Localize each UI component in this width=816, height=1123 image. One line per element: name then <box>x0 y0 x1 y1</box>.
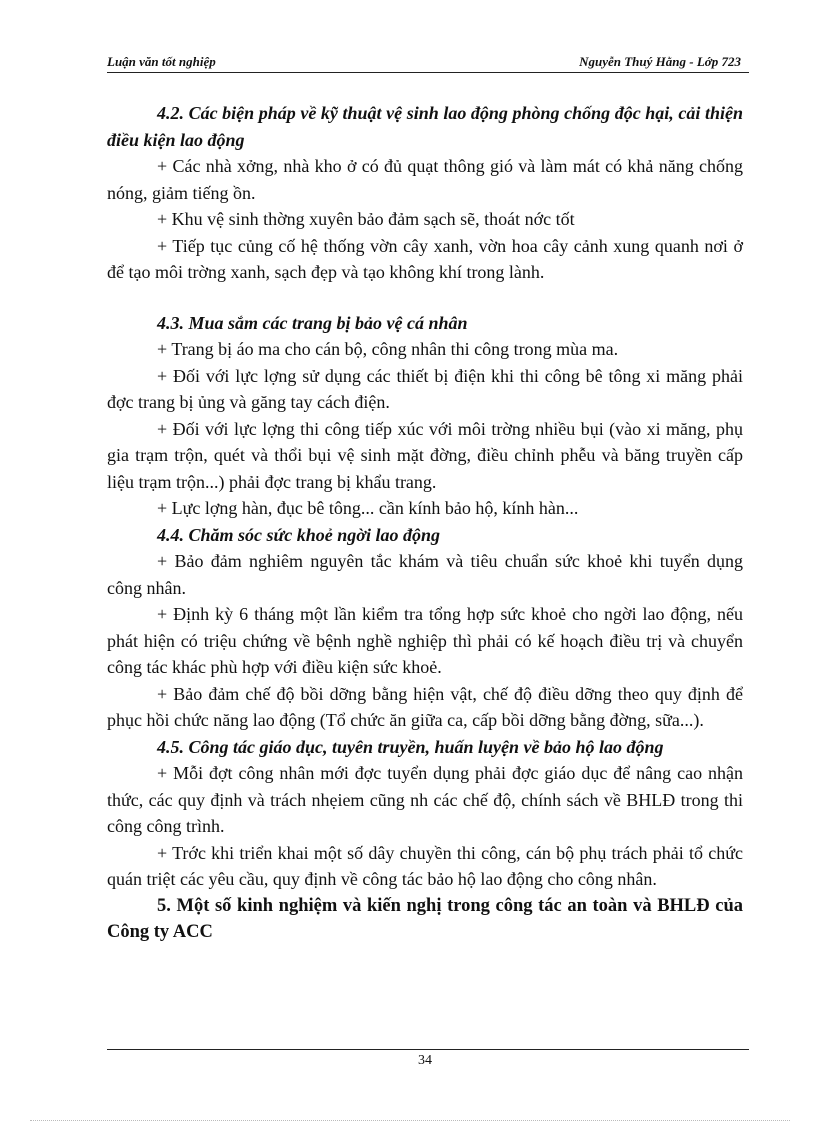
paragraph: + Đối với lực lợng thi công tiếp xúc với môi trờng nhiều bụi (vào xi măng, phụ gia trạm trộn, quét và thổi bụi vệ sinh mặt đờng, điều chỉnh phễu và băng truyền cấp liệu trạm trộn...) phải đợc trang bị khẩu trang. <box>107 418 743 492</box>
header-author-label: Nguyễn Thuý Hằng - Lớp 723 <box>579 54 741 69</box>
header-thesis-label: Luận văn tốt nghiệp <box>107 54 216 69</box>
section-heading-4-2: 4.2. Các biện pháp về kỹ thuật vệ sinh lao động phòng chống độc hại, cải thiện điều kiện lao động <box>107 103 743 150</box>
footer-divider <box>107 1049 749 1050</box>
paragraph: + Trớc khi triển khai một số dây chuyền thi công, cán bộ phụ trách phải tổ chức quán triệt các yêu cầu, quy định về công tác bảo hộ lao động cho công nhân. <box>107 842 743 889</box>
paragraph: + Lực lợng hàn, đục bê tông... cần kính bảo hộ, kính hàn... <box>157 498 579 518</box>
paragraph: + Khu vệ sinh thờng xuyên bảo đảm sạch sẽ, thoát nớc tốt <box>157 209 575 229</box>
page-boundary <box>30 1120 790 1121</box>
section-heading-4-4: 4.4. Chăm sóc sức khoẻ ngời lao động <box>157 524 440 545</box>
paragraph: + Bảo đảm nghiêm nguyên tắc khám và tiêu chuẩn sức khoẻ khi tuyển dụng công nhân. <box>107 551 743 598</box>
spacer <box>107 286 743 310</box>
paragraph: + Mỗi đợt công nhân mới đợc tuyển dụng phải đợc giáo dục để nâng cao nhận thức, các quy định và trách nhẹiem cũng nh các chế độ, chính sách về BHLĐ trong thi công công trình. <box>107 763 743 836</box>
paragraph: + Trang bị áo ma cho cán bộ, công nhân thi công trong mùa ma. <box>157 339 619 359</box>
paragraph: + Tiếp tục củng cố hệ thống vờn cây xanh, vờn hoa cây cảnh xung quanh nơi ở để tạo môi trờng xanh, sạch đẹp và tạo không khí trong lành. <box>107 235 743 282</box>
page-body <box>107 100 743 946</box>
section-heading-4-5: 4.5. Công tác giáo dục, tuyên truyền, huấn luyện về bảo hộ lao động <box>157 736 664 757</box>
page-number: 34 <box>418 1053 432 1068</box>
page-header <box>107 52 749 73</box>
section-heading-4-3: 4.3. Mua sắm các trang bị bảo vệ cá nhân <box>157 312 468 333</box>
paragraph: + Bảo đảm chế độ bồi dỡng bằng hiện vật, chế độ điều dỡng theo quy định để phục hồi chức năng lao động (Tổ chức ăn giữa ca, cấp bồi dỡng bằng đờng, sữa...). <box>107 683 743 730</box>
section-heading-5: 5. Một số kinh nghiệm và kiến nghị trong công tác an toàn và BHLĐ của Công ty ACC <box>107 895 743 942</box>
paragraph: + Đối với lực lợng sử dụng các thiết bị điện khi thi công bê tông xi măng phải đợc trang bị ủng và găng tay cách điện. <box>107 365 743 412</box>
paragraph: + Các nhà xởng, nhà kho ở có đủ quạt thông gió và làm mát có khả năng chống nóng, giảm tiếng ồn. <box>107 156 743 203</box>
paragraph: + Định kỳ 6 tháng một lần kiểm tra tổng hợp sức khoẻ cho ngời lao động, nếu phát hiện có triệu chứng về bệnh nghề nghiệp thì phải có kế hoạch điều trị và chuyển công tác khác phù hợp với điều kiện sức khoẻ. <box>107 604 743 677</box>
